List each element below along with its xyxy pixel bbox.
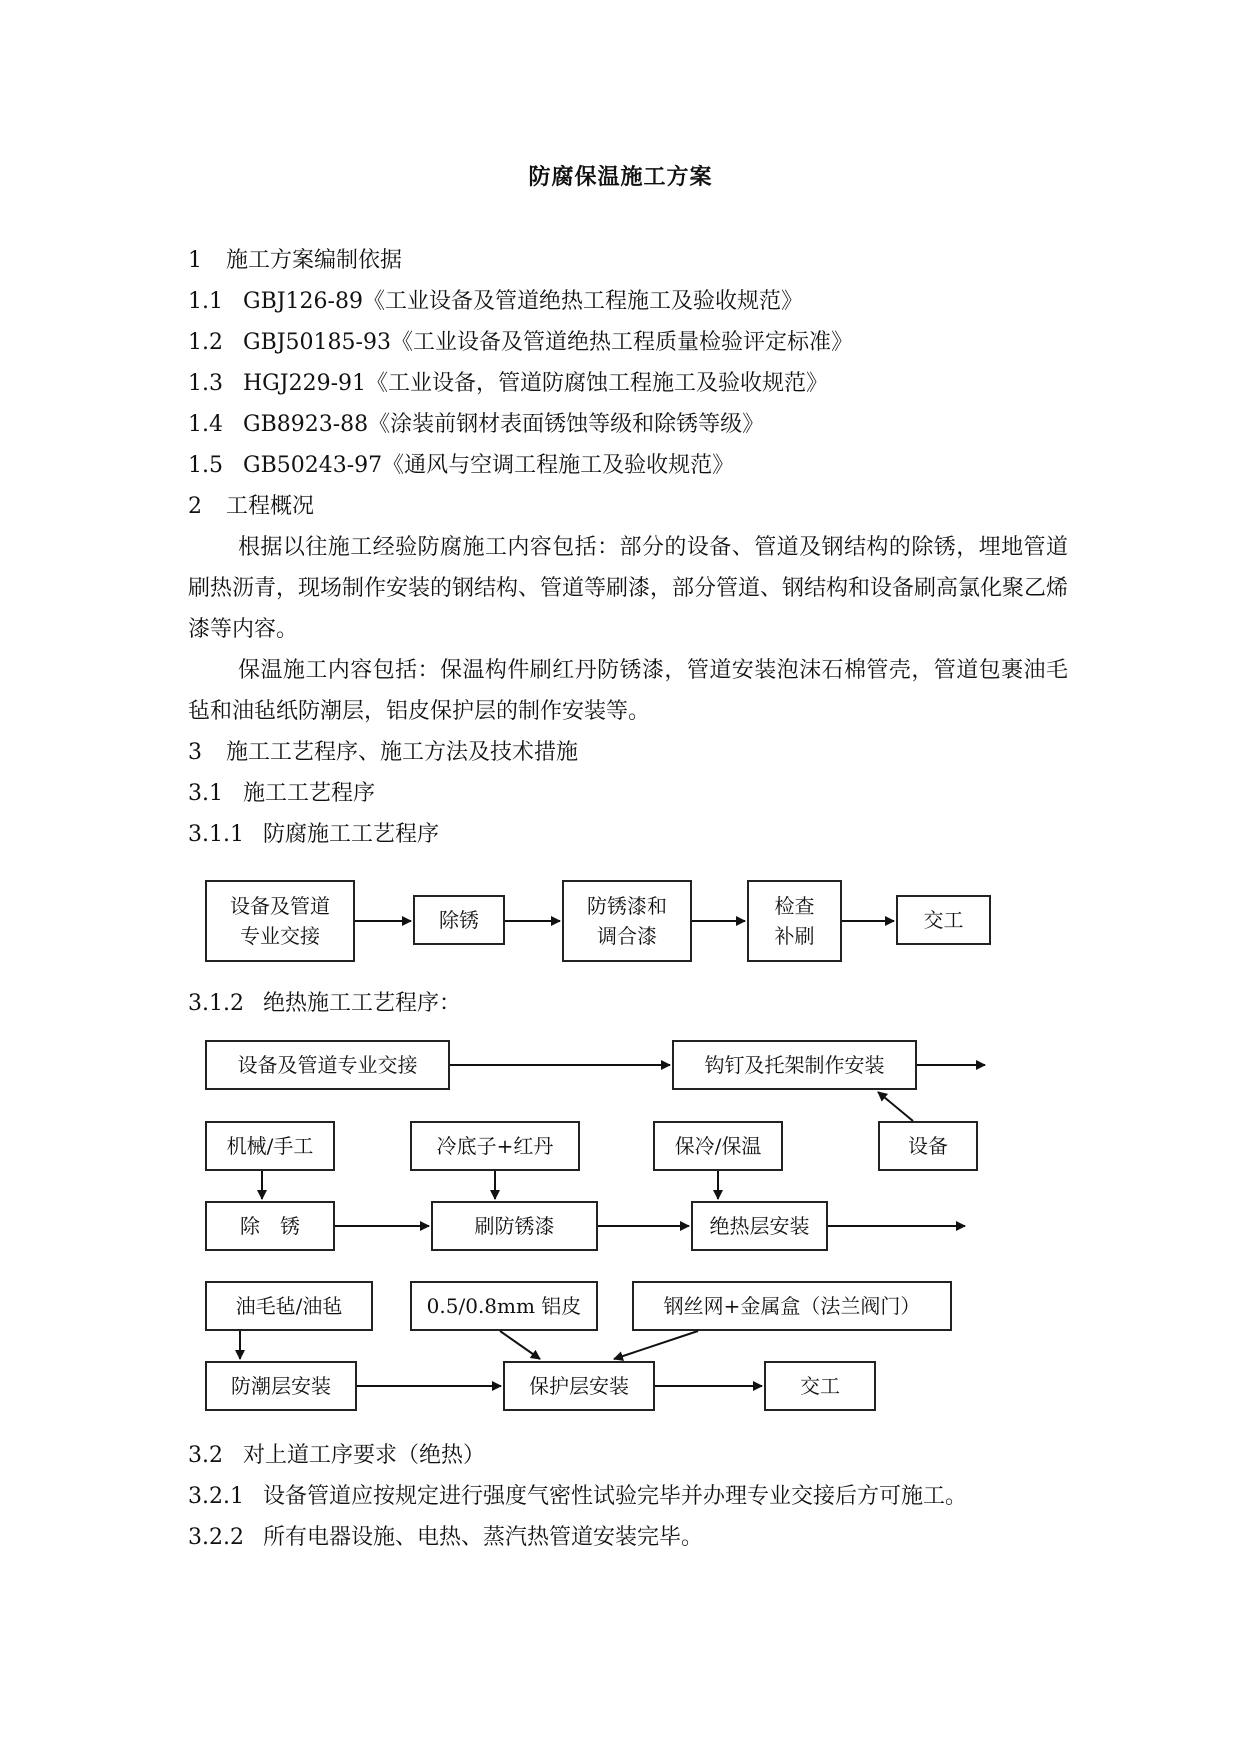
item-1-1: 1.1 GBJ126-89《工业设备及管道绝热工程施工及验收规范》 — [188, 289, 803, 314]
flow1-box-paint: 防锈漆和 调合漆 — [562, 880, 692, 962]
item-1-2: 1.2 GBJ50185-93《工业设备及管道绝热工程质量检验评定标准》 — [188, 330, 853, 355]
paragraph-insulation: 保温施工内容包括：保温构件刷红丹防锈漆，管道安装泡沫石棉管壳，管道包裹油毛毡和油毡纸防潮层，铝皮保护层的制作安装等。 — [188, 658, 1068, 724]
flow2-box-nails: 钩钉及托架制作安装 — [672, 1040, 917, 1090]
flow2-box-insulation: 绝热层安装 — [691, 1201, 828, 1251]
flow2-box-handover: 设备及管道专业交接 — [205, 1040, 450, 1090]
item-1-5: 1.5 GB50243-97《通风与空调工程施工及验收规范》 — [188, 453, 735, 478]
flow2-box-felt: 油毛毡/油毡 — [205, 1281, 373, 1331]
flow2-box-cold-hot: 保冷/保温 — [653, 1121, 783, 1171]
heading-3-2: 3.2 对上道工序要求（绝热） — [188, 1443, 486, 1468]
heading-2: 2 工程概况 — [188, 494, 315, 519]
item-3-2-2: 3.2.2 所有电器设施、电热、蒸汽热管道安装完毕。 — [188, 1525, 704, 1550]
flow2-box-equipment: 设备 — [878, 1121, 978, 1171]
flow1-box-deliver: 交工 — [896, 895, 991, 945]
arrow-f2-equipment-nails — [878, 1092, 913, 1121]
flow1-box-derust: 除锈 — [413, 895, 505, 945]
item-3-2-1: 3.2.1 设备管道应按规定进行强度气密性试验完毕并办理专业交接后方可施工。 — [188, 1484, 968, 1509]
arrow-f2-alu-protect — [500, 1331, 540, 1359]
heading-3-1-1: 3.1.1 防腐施工工艺程序 — [188, 822, 440, 847]
flow2-box-moisture: 防潮层安装 — [205, 1361, 357, 1411]
page-title: 防腐保温施工方案 — [528, 164, 713, 190]
item-1-4: 1.4 GB8923-88《涂装前钢材表面锈蚀等级和除锈等级》 — [188, 412, 765, 437]
heading-1: 1 施工方案编制依据 — [188, 248, 403, 273]
flow2-box-aluminum: 0.5/0.8mm 铝皮 — [410, 1281, 598, 1331]
flow2-box-mech: 机械/手工 — [205, 1121, 335, 1171]
heading-3-1-2: 3.1.2 绝热施工工艺程序： — [188, 991, 462, 1016]
arrow-f2-mesh-protect — [614, 1331, 698, 1359]
flow1-box-handover: 设备及管道 专业交接 — [205, 880, 355, 962]
item-1-3: 1.3 HGJ229-91《工业设备，管道防腐蚀工程施工及验收规范》 — [188, 371, 828, 396]
flow2-box-protect: 保护层安装 — [503, 1361, 655, 1411]
flow2-box-derust: 除 锈 — [205, 1201, 335, 1251]
flow2-box-paint: 刷防锈漆 — [431, 1201, 598, 1251]
flow2-box-deliver: 交工 — [764, 1361, 876, 1411]
flow2-box-mesh: 钢丝网+金属盒（法兰阀门） — [632, 1281, 952, 1331]
flow2-box-primer: 冷底子+红丹 — [410, 1121, 580, 1171]
heading-3-1: 3.1 施工工艺程序 — [188, 781, 376, 806]
heading-3: 3 施工工艺程序、施工方法及技术措施 — [188, 740, 579, 765]
flow1-box-inspect: 检查 补刷 — [747, 880, 842, 962]
paragraph-anticorrosion: 根据以往施工经验防腐施工内容包括：部分的设备、管道及钢结构的除锈，埋地管道刷热沥青，现场制作安装的钢结构、管道等刷漆，部分管道、钢结构和设备刷高氯化聚乙烯漆等内容。 — [188, 535, 1069, 642]
